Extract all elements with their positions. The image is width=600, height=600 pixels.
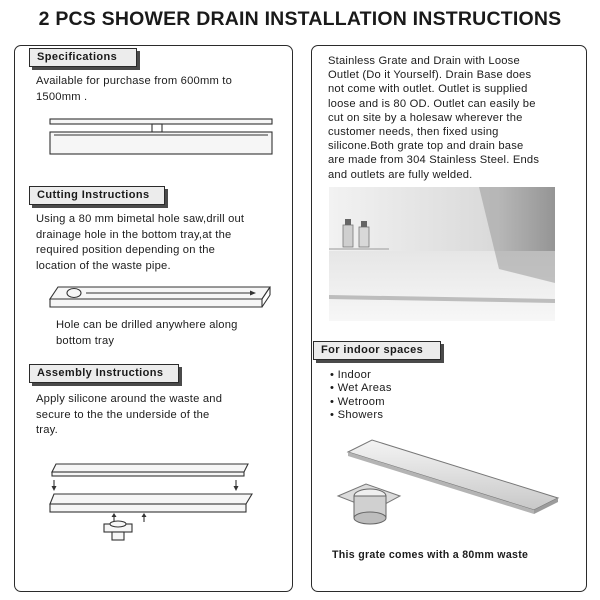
shower-room-photo (329, 187, 555, 321)
product-description: Stainless Grate and Drain with Loose Outlet (Do it Yourself). Drain Base does not come with outlet. Outlet is supplied loose and is 80 OD. Outlet can easily be cut on site by a holesaw wherever the customer needs, then fixed using silicone.Both grate top and drain base are made from 304 Stainless Steel. Ends and outlets are fully welded. (328, 55, 540, 181)
list-item: • Showers (330, 409, 392, 422)
hole-caption: Hole can be drilled anywhere along bottom tray (56, 319, 238, 347)
tray-hole-diagram (44, 283, 276, 315)
grate-and-outlet-photo (336, 430, 562, 540)
list-item: • Indoor (330, 369, 392, 382)
assembly-text: Apply silicone around the waste and secure to the the underside of the tray. (36, 393, 223, 436)
specifications-text: Available for purchase from 600mm to 1500mm . (36, 75, 233, 103)
grate-caption: This grate comes with a 80mm waste (332, 549, 529, 561)
drain-side-view-diagram (48, 116, 278, 160)
assembly-diagram (48, 460, 256, 544)
list-item: • Wet Areas (330, 382, 392, 395)
specifications-header: Specifications (29, 48, 137, 67)
cutting-text: Using a 80 mm bimetal hole saw,drill out drainage hole in the bottom tray,at the required position depending on the location of the waste pipe. (36, 213, 245, 272)
cutting-header: Cutting Instructions (29, 186, 165, 205)
assembly-header: Assembly Instructions (29, 364, 179, 383)
indoor-list (330, 369, 392, 423)
page-title: 2 PCS SHOWER DRAIN INSTALLATION INSTRUCTIONS (38, 8, 562, 30)
indoor-header: For indoor spaces (313, 341, 441, 360)
list-item: • Wetroom (330, 396, 392, 409)
